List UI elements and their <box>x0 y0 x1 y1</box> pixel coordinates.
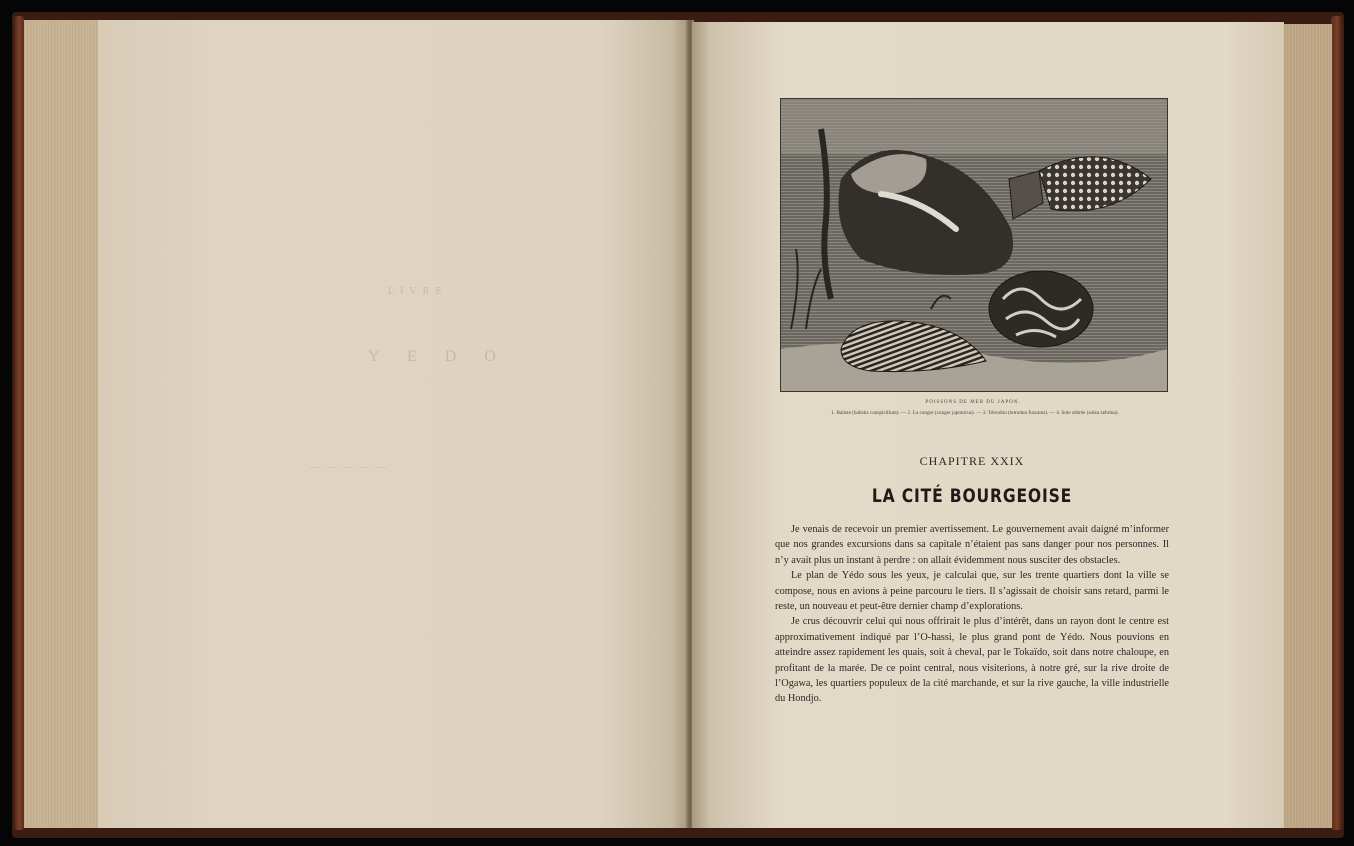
chapter-number: CHAPITRE XXIX <box>919 454 1025 468</box>
right-page-edges <box>1284 24 1332 828</box>
puffer-fish <box>989 271 1093 347</box>
paragraph: Le plan de Yédo sous les yeux, je calculai que, sur les trente quartiers dont la ville se compose, nous en avions à peine parcouru le tiers. Il s’agissait de choisir sans retard, parmi le reste, un nouveau et peut-être dernier champ d’explorations. <box>775 570 1169 613</box>
figure-title: POISSONS DE MER DU JAPON. <box>925 400 1021 405</box>
chapter-body <box>775 522 1169 707</box>
figure-caption: 1. Baliste (balistis conspicillum). — 2. La congre (conger japonicus). — 3. Tétrodon (tetrodon fuscatus). — 4. Sole zébrée (solea zebrina). <box>831 410 1119 416</box>
chapter-title: LA CITÉ BOURGEOISE <box>871 485 1073 507</box>
right-cover-edge <box>1331 16 1343 830</box>
show-through-text: — — — — — <box>310 462 388 473</box>
fish-engraving <box>780 98 1168 392</box>
left-page <box>98 20 688 828</box>
left-page-edges <box>24 20 98 828</box>
paragraph: Je venais de recevoir un premier avertissement. Le gouvernement avait daigné m’informer que nos grandes excursions dans sa capitale n’étaient pas sans danger pour nos personnes. Il n’y avait plus un instant à perdre : on allait évidemment nous susciter des obstacles. <box>775 524 1169 566</box>
show-through-text: LIVRE <box>388 286 448 297</box>
paragraph: Je crus découvrir celui qui nous offrirait le plus d’intérêt, dans un rayon dont le centre est approximativement indiqué par l’O-hassi, le plus grand pont de Yédo. Nous pouvions en atteindre assez rapidement les quais, soit à cheval, par le Tokaïdo, soit dans notre chaloupe, en profitant de la marée. De ce point central, nous visiterions, à notre gré, sur la rive droite de l’Ogawa, les quartiers populeux de la cité marchande, et sur la rive gauche, la ville industrielle du Hondjo. <box>775 616 1169 705</box>
left-cover-edge <box>14 16 24 830</box>
show-through-text: Y E D O <box>368 348 508 365</box>
